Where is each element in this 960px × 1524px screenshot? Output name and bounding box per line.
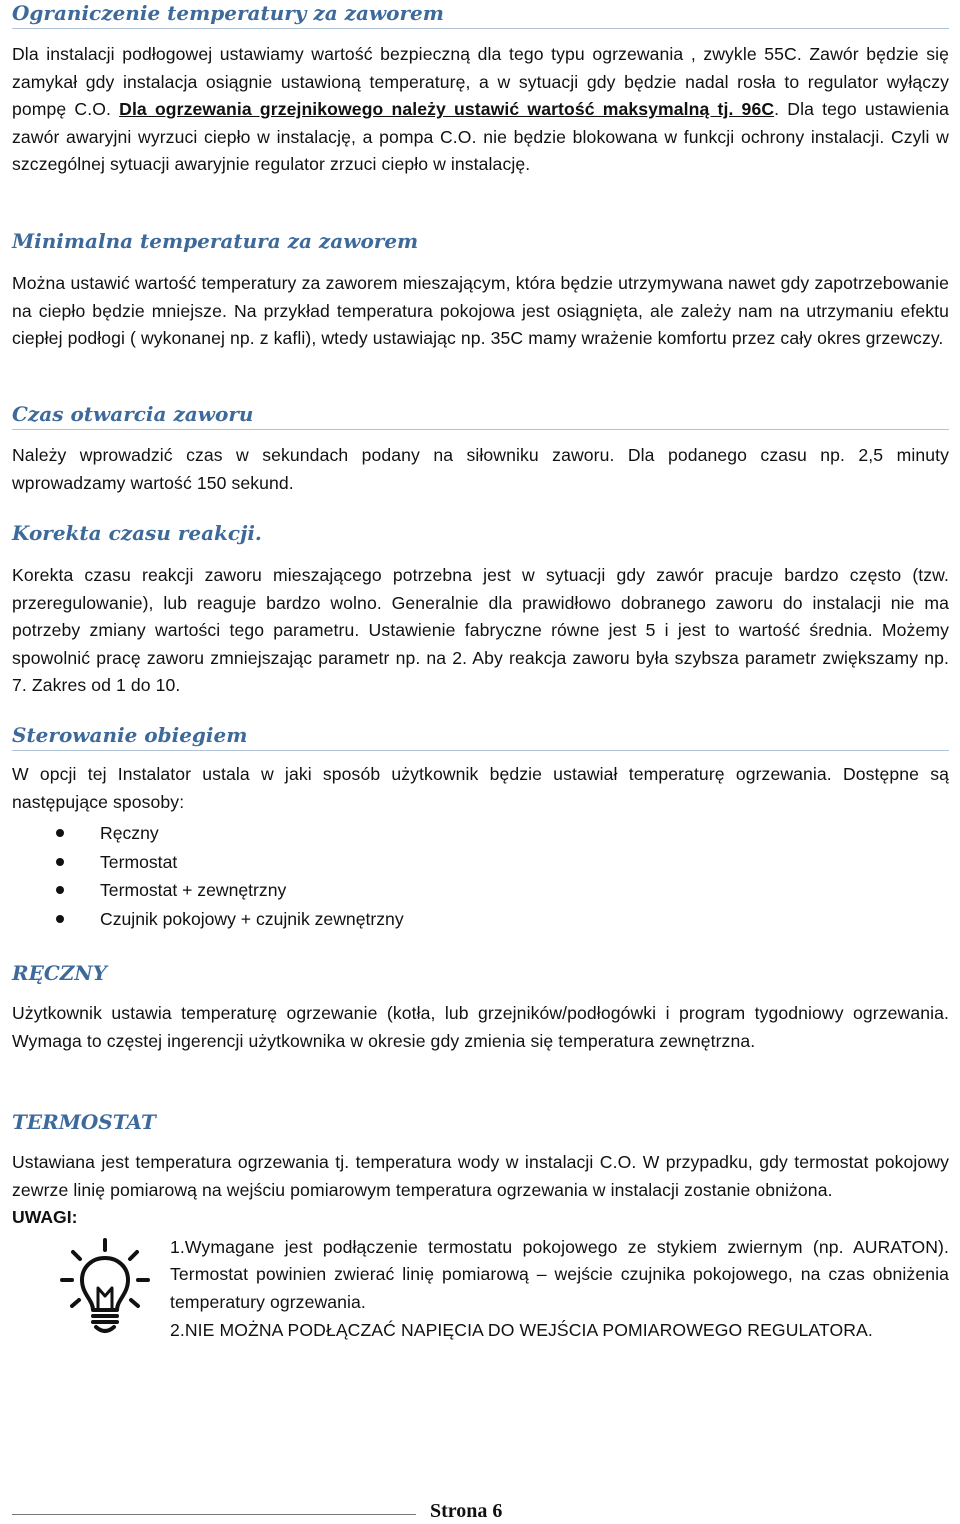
section-heading: Ograniczenie temperatury za zaworem <box>12 0 949 29</box>
page-number: Strona 6 <box>430 1500 503 1522</box>
note-item: 1.Wymagane jest podłączenie termostatu pokojowego ze stykiem zwiernym (np. AURATON). Termostat powinien zwierać linię pomiarową – wejście czujnika pokojowego, na czas obniżenia temperatury ogrzewania. <box>170 1236 949 1312</box>
section-valve-open-time <box>12 401 949 497</box>
section-heading: Korekta czasu reakcji. <box>12 521 262 545</box>
list-item: Termostat <box>12 848 949 877</box>
section-heading: Minimalna temperatura za zaworem <box>12 229 419 253</box>
section-thermostat <box>12 1109 949 1344</box>
section-paragraph: Korekta czasu reakcji zaworu mieszającego potrzebna jest w sytuacji gdy zawór pracuje bardzo często (tzw. przeregulowanie), lub reaguje bardzo wolno. Generalnie dla prawidłowo dobranego zaworu do instalacji nie ma potrzeby zmiany wartości tego parametru. Ustawienie fabryczne równe jest 5 i jest to wartość średnia. Możemy spowolnić pracę zaworu zmniejszając parametr np. na 2. Aby reakcja zaworu była szybsza parametr zwiększamy np. 7. Zakres od 1 do 10. <box>12 565 949 696</box>
notes-list <box>170 1234 949 1344</box>
notes-label: UWAGI: <box>12 1207 78 1228</box>
section-paragraph <box>12 41 949 179</box>
section-heading: TERMOSTAT <box>12 1110 156 1134</box>
list-item: Ręczny <box>12 819 949 848</box>
notes-block <box>12 1234 949 1344</box>
paragraph-text: Dla instalacji podłogowej ustawiamy wartość bezpieczną dla tego typu ogrzewania , zwykle 55C. Zawór będzie się zamykał gdy instalacja osiągnie ustawioną temperaturę, a w sytuacji gdy będzie nadal rosła to regulator wyłączy pompę C.O. <box>12 44 949 120</box>
paragraph-text: . Dla tego ustawienia zawór awaryjni wyrzuci ciepło w instalację, a pompa C.O. nie będzie blokowana w funkcji ochrony instalacji. Czyli w szczególnej sytuacji awaryjnie regulator zrzuci ciepło w instalację. <box>12 99 949 175</box>
footer-rule <box>12 1514 416 1515</box>
section-manual <box>12 960 949 1055</box>
lightbulb-icon <box>60 1238 150 1338</box>
section-paragraph: Należy wprowadzić czas w sekundach podany na siłowniku zaworu. Dla podanego czasu np. 2,5 minuty wprowadzamy wartość 150 sekund. <box>12 445 949 493</box>
paragraph-emphasis: Dla ogrzewania grzejnikowego należy ustawić wartość maksymalną tj. 96C <box>119 99 775 120</box>
section-heading: RĘCZNY <box>12 961 107 985</box>
section-heading: Czas otwarcia zaworu <box>12 401 949 430</box>
list-item: Czujnik pokojowy + czujnik zewnętrzny <box>12 905 949 934</box>
note-item: 2.NIE MOŻNA PODŁĄCZAĆ NAPIĘCIA DO WEJŚCIA POMIAROWEGO REGULATORA. <box>170 1319 873 1340</box>
list-item: Termostat + zewnętrzny <box>12 876 949 905</box>
section-paragraph: Można ustawić wartość temperatury za zaworem mieszającym, która będzie utrzymywana nawet gdy zapotrzebowanie na ciepło będzie mniejsze. Na przykład temperatura pokojowa jest osiągnięta, ale zależy nam na utrzymaniu efektu ciepłej podłogi ( wykonanej np. z kafli), wtedy ustawiając np. 35C mamy wrażenie komfortu przez cały okres grzewczy. <box>12 273 949 349</box>
section-paragraph: Użytkownik ustawia temperaturę ogrzewanie (kotła, lub grzejników/podłogówki i program tygodniowy ogrzewania. Wymaga to częstej ingerencji użytkownika w okresie gdy zmienia się temperatura zewnętrzna. <box>12 1003 949 1051</box>
section-paragraph: W opcji tej Instalator ustala w jaki sposób użytkownik będzie ustawiał temperaturę ogrzewania. Dostępne są następujące sposoby: <box>12 764 949 812</box>
section-circuit-control <box>12 722 949 934</box>
page-footer <box>0 1500 960 1524</box>
section-min-temp <box>12 228 949 353</box>
section-heading: Sterowanie obiegiem <box>12 722 949 751</box>
control-mode-list <box>12 819 949 933</box>
section-paragraph: Ustawiana jest temperatura ogrzewania tj. temperatura wody w instalacji C.O. W przypadku, gdy termostat pokojowy zewrze linię pomiarową na wejściu pomiarowym temperatura ogrzewania w instalacji zostanie obniżona. <box>12 1152 949 1200</box>
section-valve-temp-limit <box>12 0 949 179</box>
section-reaction-time <box>12 520 949 700</box>
